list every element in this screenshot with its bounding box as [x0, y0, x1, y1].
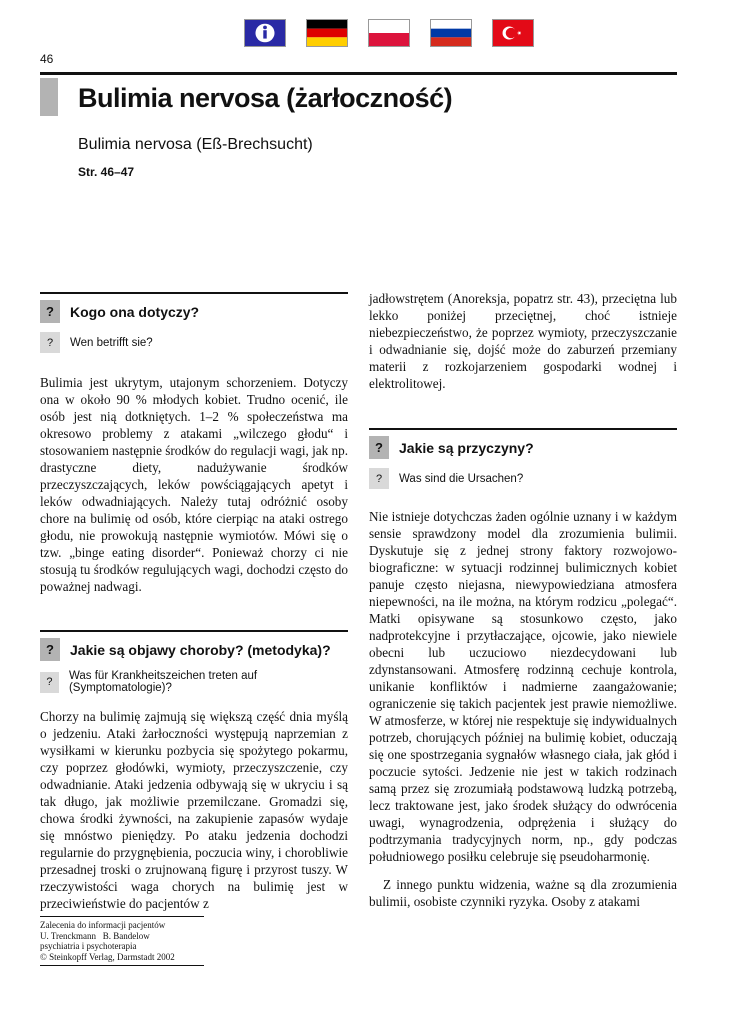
turkish-flag-icon[interactable]	[492, 19, 534, 47]
section-heading: Kogo ona dotyczy?	[70, 303, 200, 320]
section-heading: Jakie są objawy choroby? (metodyka)?	[70, 641, 331, 658]
publication-footer	[40, 916, 204, 966]
page-reference: Str. 46–47	[78, 165, 135, 179]
question-mark-icon: ?	[40, 672, 59, 693]
top-divider	[40, 72, 677, 75]
section-subheading: Wen betrifft sie?	[70, 336, 153, 349]
info-flag-icon[interactable]	[244, 19, 286, 47]
polish-flag-icon[interactable]	[368, 19, 410, 47]
footer-line: psychiatria i psychoterapia	[40, 941, 137, 951]
section-paragraph: Z innego punktu widzenia, ważne są dla zrozumienia bulimii, osobiste czynniki ryzyka. Osoby z atakami	[369, 877, 677, 909]
section-paragraph: Nie istnieje dotychczas żaden ogólnie uznany i w każdym sensie sprawdzony model dla zrozumienia bulimii. Dyskutuje się z jednej strony faktory rozwojowo-biograficzne: w sytuacji rodzinnej bulimicznych kobiet panuje często niejasna, niewypowiedziana atmosfera niepewności, na ile można, na którym rodzicu „polegać“. Matki opisywane są stosunkowo często, jako nadprotekcyjne i przytłaczające, ojcowie, jako niewiele obecni lub uczuciowo niezdecydowani lub zdynstansowani. Atmosferę rodzinną cechuje kontrola, unikanie konfliktów i nadmierne zaangażowanie; ograniczenie się takich pacjentek jest prawie niemożliwe. W atmosferze, w której nie respektuje się indywidualnych potrzeb, chorujących później na bulimię kobiet, oduczają się one spostrzegania sygnałów własnego ciała, jak głód i poczucie sytości. Jedzenie nie jest w takich rodzinach samą przez się zrozumiałą podstawową ludzką potrzebą, lecz traktowane jest, jako środek służący do odwrócenia uwagi, wynagrodzenia, odprężenia i służący do podtrzymania tradycyjnych norm, np., gdy podczas południowego posiłku celebruje się pseudoharmonię.	[369, 509, 677, 864]
question-mark-icon: ?	[40, 332, 60, 353]
footer-line: Zalecenia do informacji pacjentów	[40, 920, 166, 930]
section-subheading: Was für Krankheitszeichen treten auf (Symptomatologie)?	[68, 670, 258, 694]
question-mark-icon: ?	[40, 638, 60, 661]
section-divider	[369, 428, 677, 430]
section-who-affected	[40, 292, 348, 353]
section-divider	[40, 292, 348, 294]
continuation-paragraph: jadłowstrętem (Anoreksja, popatrz str. 43), przeciętna lub lekko poniżej przeciętnej, choć istnieje niebezpieczeństwo, że poprzez wymioty, przeczyszczanie i odwadnianie się, dojść może do zaburzeń przemiany materii z rozkojarzeniem gospodarki wodnej i elektrolitowej.	[369, 291, 677, 391]
language-flags	[244, 19, 534, 47]
question-mark-icon: ?	[40, 300, 60, 323]
question-mark-icon: ?	[369, 468, 389, 489]
section-heading: Jakie są przyczyny?	[399, 439, 534, 456]
footer-divider	[40, 916, 204, 917]
section-subheading: Was sind die Ursachen?	[399, 472, 524, 485]
section-divider	[40, 630, 348, 632]
russian-flag-icon[interactable]	[430, 19, 472, 47]
section-paragraph: Bulimia jest ukrytym, utajonym schorzeniem. Dotyczy ona w około 90 % młodych kobiet. Trudno ocenić, ile osób jest nią dotkniętych. 1–2 % społeczeństwa ma okresowo problemy z atakami „wilczego głodu“ i stosowaniem następnie środków do regulacji wagi, jak np. drastyczne diety, nadużywanie środków przeczyszczających, leków powściągających apetyt i leków odwadniających. Należy tutaj odróżnić osoby chore na bulimię od osób, które cierpiąc na ataki ostrego głodu, nie prowokują następnie wymiotów. Mówi się o tzw. „binge eating disorder“. Ponieważ chorzy ci nie stosują tu środków regulujących wagi, dochodzi często do poważnej nadwagi.	[40, 375, 349, 594]
section-paragraph: Chorzy na bulimię zajmują się większą część dnia myślą o jedzeniu. Ataki żarłoczności występują naprzemian z wysiłkami w kierunku pozbycia się spożytego pokarmu, czy poprzez głodówki, wymioty, przeczyszczenie, czy odwadnianie. Ataki jedzenia odbywają się w ukryciu i są tak długo, jak możliwie przemilczane. Gromadzi się, chowa środki żywności, na zakupienie zapasów wydaje się mnóstwo pieniędzy. Po ataku jedzenia dochodzi regularnie do przygnębienia, poczucia winy, i chorobliwie przesadnej troski o zrujnowaną figurę i przyrost tuszy. W rzeczywistości waga chorych na bulimię jest w przeciwieństwie do pacjentów z	[40, 709, 348, 911]
section-symptoms	[40, 630, 348, 694]
page-number: 46	[40, 52, 54, 66]
page-title: Bulimia nervosa (żarłoczność)	[78, 83, 453, 113]
footer-divider	[40, 965, 204, 966]
section-causes	[369, 428, 677, 489]
footer-line: U. Trenckmann B. Bandelow	[40, 930, 150, 941]
question-mark-icon: ?	[369, 436, 389, 459]
title-accent-bar	[40, 78, 58, 116]
footer-line: © Steinkopff Verlag, Darmstadt 2002	[40, 951, 175, 962]
page-subtitle: Bulimia nervosa (Eß-Brechsucht)	[78, 136, 313, 153]
german-flag-icon[interactable]	[306, 19, 348, 47]
